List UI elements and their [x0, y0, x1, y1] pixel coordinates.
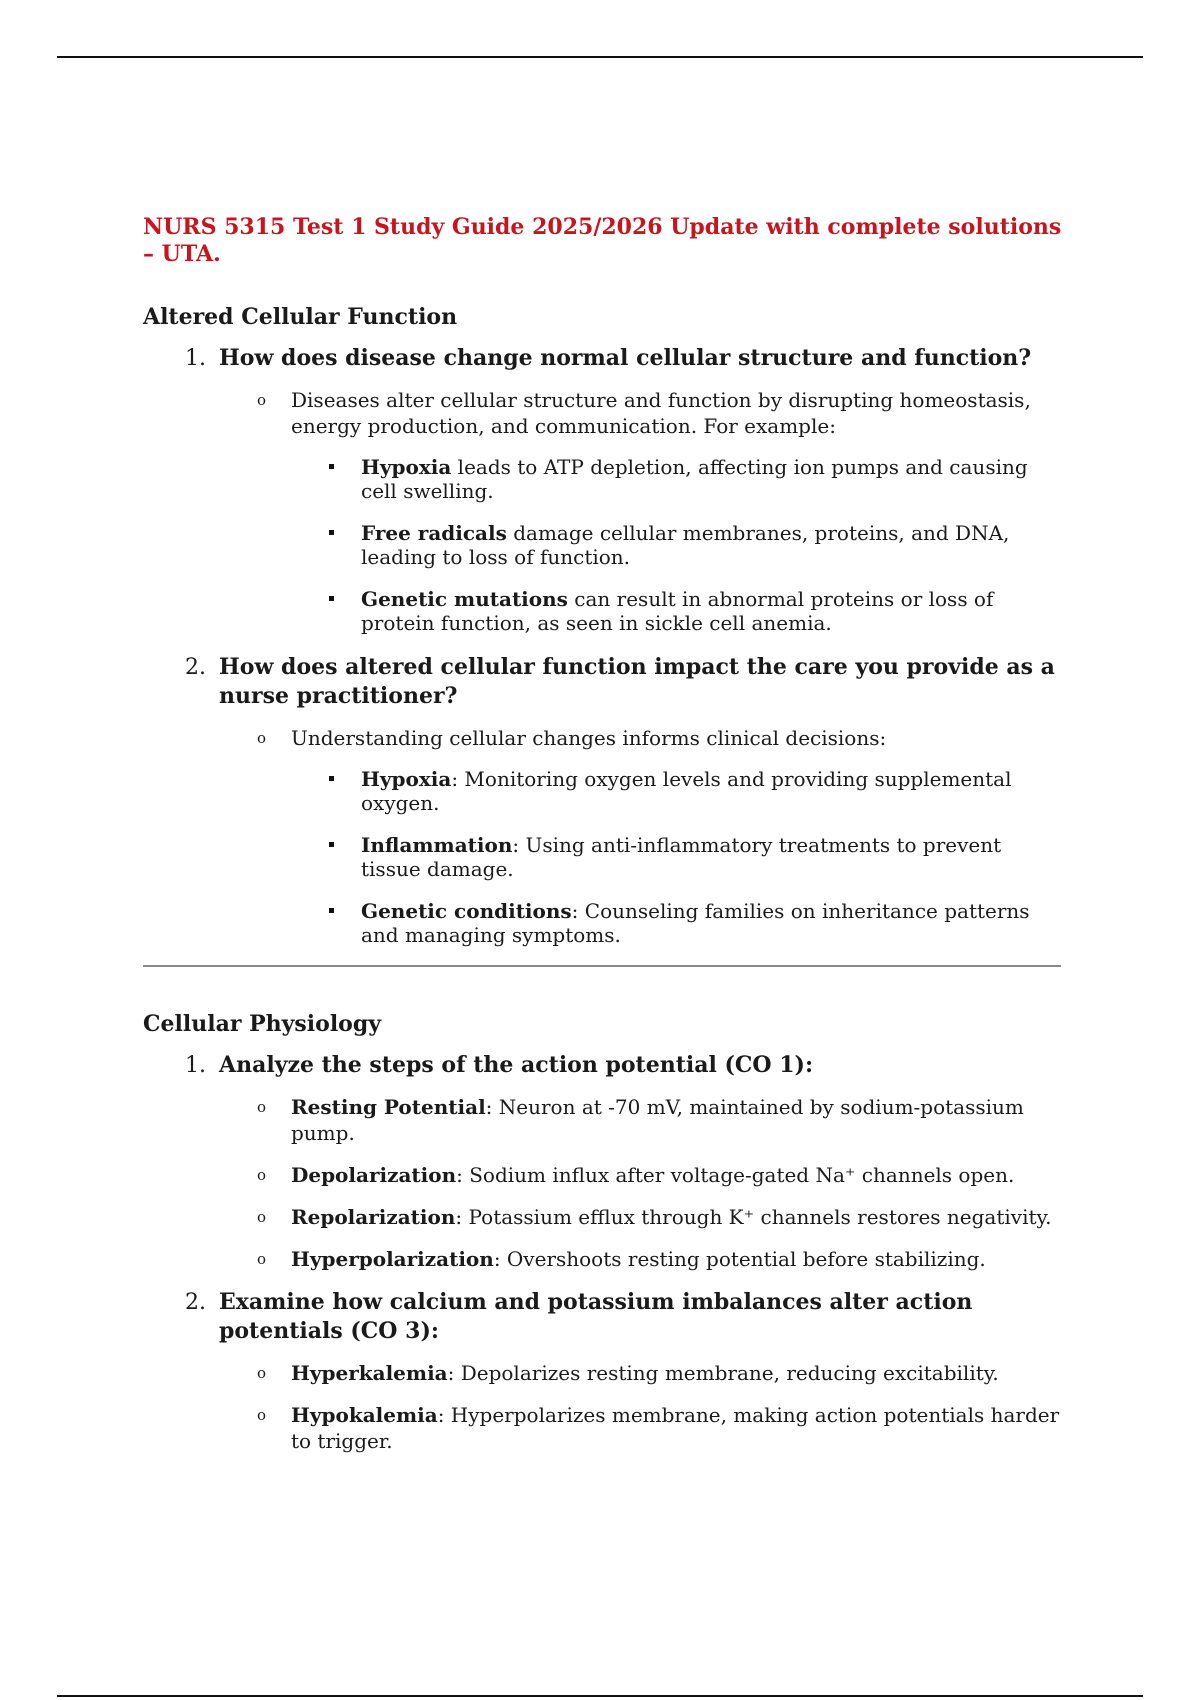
- bottom-rule: [57, 1695, 1143, 1697]
- answer-item: [291, 725, 1063, 947]
- section-altered-cellular-function: [143, 304, 1063, 947]
- answer-item: [291, 387, 1063, 635]
- answer-list: [219, 725, 1063, 947]
- question-item: [213, 1288, 1063, 1454]
- detail-item: [361, 521, 1063, 569]
- answer-list: [219, 1360, 1063, 1454]
- answer-item: [291, 1360, 1063, 1386]
- answer-list: [219, 1094, 1063, 1272]
- question-text: Examine how calcium and potassium imbalances alter action potentials (CO 3):: [219, 1289, 973, 1344]
- question-item: [213, 1051, 1063, 1272]
- section-heading: Cellular Physiology: [143, 1011, 382, 1037]
- answer-item: [291, 1402, 1063, 1454]
- answer-text: : Overshoots resting potential before stabilizing.: [493, 1247, 986, 1271]
- section-divider: [143, 965, 1061, 967]
- answer-term: Repolarization: [291, 1205, 456, 1229]
- question-text: How does altered cellular function impact the care you provide as a nurse practitioner?: [219, 654, 1055, 709]
- detail-text: can result in abnormal proteins or loss of protein function, as seen in sickle cell anemia.: [361, 587, 994, 635]
- question-item: [213, 344, 1063, 635]
- detail-term: Hypoxia: [361, 767, 452, 791]
- answer-text: : Hyperpolarizes membrane, making action potentials harder to trigger.: [291, 1403, 1060, 1453]
- answer-text: : Neuron at -70 mV, maintained by sodium-potassium pump.: [291, 1095, 1024, 1145]
- answer-text: : Depolarizes resting membrane, reducing excitability.: [447, 1361, 999, 1385]
- answer-item: [291, 1246, 1063, 1272]
- question-text: Analyze the steps of the action potential (CO 1):: [219, 1052, 814, 1078]
- detail-term: Genetic conditions: [361, 899, 572, 923]
- section-heading: Altered Cellular Function: [143, 304, 458, 330]
- answer-term: Hyperkalemia: [291, 1361, 448, 1385]
- detail-term: Inflammation: [361, 833, 513, 857]
- section-cellular-physiology: [143, 1011, 1063, 1454]
- answer-term: Hypokalemia: [291, 1403, 438, 1427]
- detail-list: [291, 767, 1063, 947]
- question-list: [143, 344, 1063, 947]
- question-text: How does disease change normal cellular structure and function?: [219, 345, 1032, 371]
- answer-text: Understanding cellular changes informs clinical decisions:: [291, 726, 887, 750]
- top-rule: [57, 56, 1143, 58]
- detail-text: leads to ATP depletion, affecting ion pumps and causing cell swelling.: [361, 455, 1028, 503]
- answer-text: : Sodium influx after voltage-gated Na⁺ channels open.: [456, 1163, 1015, 1187]
- answer-text: : Potassium efflux through K⁺ channels restores negativity.: [455, 1205, 1052, 1229]
- detail-text: : Using anti-inflammatory treatments to prevent tissue damage.: [361, 833, 1002, 881]
- answer-item: [291, 1094, 1063, 1146]
- answer-term: Hyperpolarization: [291, 1247, 494, 1271]
- detail-term: Genetic mutations: [361, 587, 568, 611]
- answer-item: [291, 1204, 1063, 1230]
- question-list: [143, 1051, 1063, 1454]
- answer-item: [291, 1162, 1063, 1188]
- detail-item: [361, 899, 1063, 947]
- detail-term: Hypoxia: [361, 455, 452, 479]
- detail-list: [291, 455, 1063, 635]
- answer-text: Diseases alter cellular structure and function by disrupting homeostasis, energy production, and communication. For example:: [291, 388, 1031, 438]
- detail-item: [361, 833, 1063, 881]
- answer-term: Resting Potential: [291, 1095, 486, 1119]
- detail-text: : Monitoring oxygen levels and providing supplemental oxygen.: [361, 767, 1012, 815]
- detail-item: [361, 455, 1063, 503]
- detail-term: Free radicals: [361, 521, 507, 545]
- detail-text: : Counseling families on inheritance patterns and managing symptoms.: [361, 899, 1030, 947]
- detail-text: damage cellular membranes, proteins, and DNA, leading to loss of function.: [361, 521, 1010, 569]
- document-body: [143, 214, 1063, 1470]
- answer-term: Depolarization: [291, 1163, 457, 1187]
- question-item: [213, 653, 1063, 947]
- answer-list: [219, 387, 1063, 635]
- document-title: NURS 5315 Test 1 Study Guide 2025/2026 Update with complete solutions – UTA.: [143, 214, 1062, 267]
- detail-item: [361, 587, 1063, 635]
- detail-item: [361, 767, 1063, 815]
